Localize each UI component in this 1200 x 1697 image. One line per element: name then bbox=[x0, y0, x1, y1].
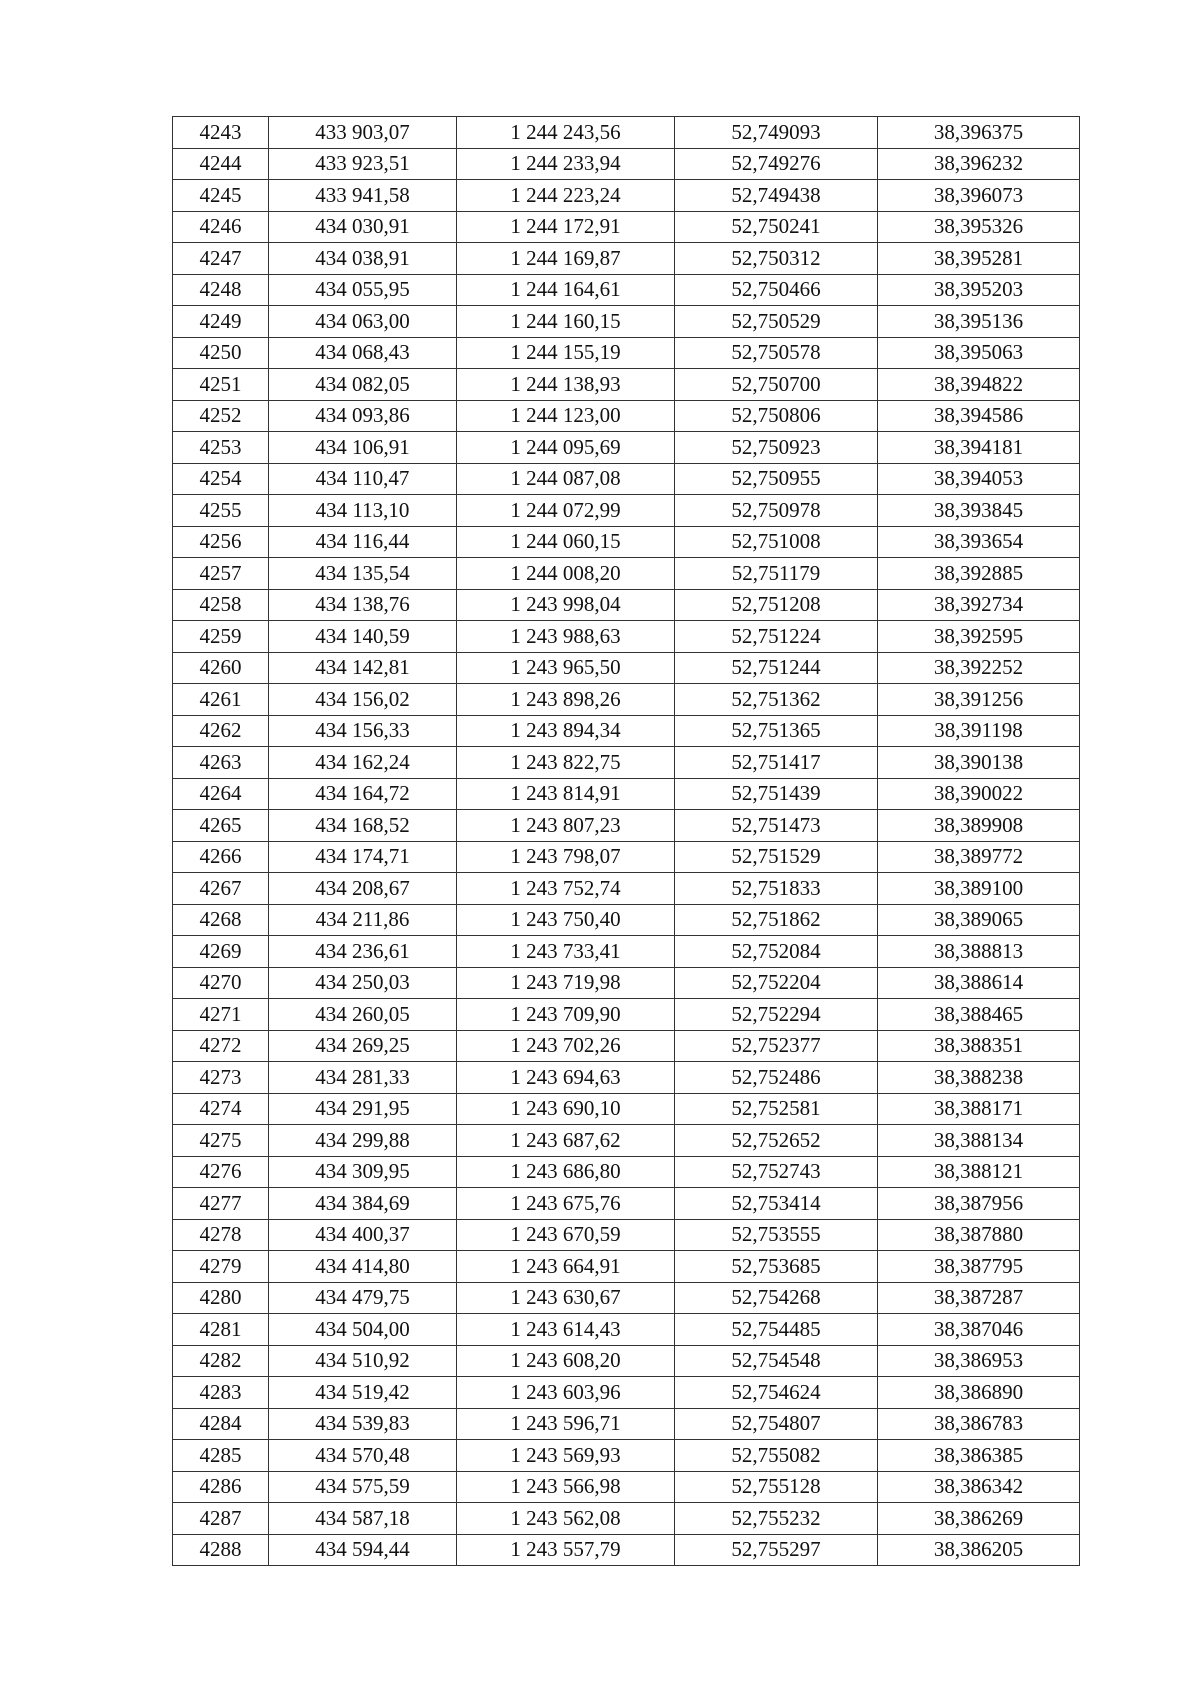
longitude-cell: 38,394586 bbox=[878, 400, 1080, 432]
latitude-cell: 52,751473 bbox=[675, 810, 878, 842]
y-coordinate-cell: 1 243 822,75 bbox=[457, 747, 675, 779]
x-coordinate-cell: 434 164,72 bbox=[269, 778, 457, 810]
table-row bbox=[173, 999, 1080, 1031]
point-number-cell: 4258 bbox=[173, 589, 269, 621]
x-coordinate-cell: 434 309,95 bbox=[269, 1156, 457, 1188]
latitude-cell: 52,750312 bbox=[675, 243, 878, 275]
table-row bbox=[173, 1440, 1080, 1472]
point-number-cell: 4251 bbox=[173, 369, 269, 401]
longitude-cell: 38,395326 bbox=[878, 211, 1080, 243]
x-coordinate-cell: 434 156,33 bbox=[269, 715, 457, 747]
latitude-cell: 52,753414 bbox=[675, 1188, 878, 1220]
point-number-cell: 4287 bbox=[173, 1503, 269, 1535]
point-number-cell: 4282 bbox=[173, 1345, 269, 1377]
latitude-cell: 52,753685 bbox=[675, 1251, 878, 1283]
latitude-cell: 52,751529 bbox=[675, 841, 878, 873]
y-coordinate-cell: 1 243 752,74 bbox=[457, 873, 675, 905]
table-row bbox=[173, 1030, 1080, 1062]
y-coordinate-cell: 1 244 072,99 bbox=[457, 495, 675, 527]
table-row bbox=[173, 1408, 1080, 1440]
point-number-cell: 4283 bbox=[173, 1377, 269, 1409]
y-coordinate-cell: 1 243 988,63 bbox=[457, 621, 675, 653]
table-row bbox=[173, 117, 1080, 149]
latitude-cell: 52,751417 bbox=[675, 747, 878, 779]
longitude-cell: 38,389100 bbox=[878, 873, 1080, 905]
x-coordinate-cell: 434 587,18 bbox=[269, 1503, 457, 1535]
table-row bbox=[173, 180, 1080, 212]
x-coordinate-cell: 434 510,92 bbox=[269, 1345, 457, 1377]
latitude-cell: 52,754485 bbox=[675, 1314, 878, 1346]
x-coordinate-cell: 434 082,05 bbox=[269, 369, 457, 401]
y-coordinate-cell: 1 244 243,56 bbox=[457, 117, 675, 149]
longitude-cell: 38,388351 bbox=[878, 1030, 1080, 1062]
point-number-cell: 4248 bbox=[173, 274, 269, 306]
table-row bbox=[173, 463, 1080, 495]
longitude-cell: 38,389908 bbox=[878, 810, 1080, 842]
y-coordinate-cell: 1 244 233,94 bbox=[457, 148, 675, 180]
longitude-cell: 38,393654 bbox=[878, 526, 1080, 558]
latitude-cell: 52,751439 bbox=[675, 778, 878, 810]
x-coordinate-cell: 434 063,00 bbox=[269, 306, 457, 338]
table-row bbox=[173, 1503, 1080, 1535]
table-row bbox=[173, 243, 1080, 275]
table-row bbox=[173, 558, 1080, 590]
longitude-cell: 38,396375 bbox=[878, 117, 1080, 149]
coordinates-table bbox=[172, 116, 1080, 1566]
latitude-cell: 52,751244 bbox=[675, 652, 878, 684]
y-coordinate-cell: 1 243 733,41 bbox=[457, 936, 675, 968]
latitude-cell: 52,752294 bbox=[675, 999, 878, 1031]
x-coordinate-cell: 434 093,86 bbox=[269, 400, 457, 432]
x-coordinate-cell: 434 414,80 bbox=[269, 1251, 457, 1283]
table-row bbox=[173, 1156, 1080, 1188]
y-coordinate-cell: 1 243 608,20 bbox=[457, 1345, 675, 1377]
latitude-cell: 52,754807 bbox=[675, 1408, 878, 1440]
table-row bbox=[173, 1282, 1080, 1314]
point-number-cell: 4275 bbox=[173, 1125, 269, 1157]
point-number-cell: 4261 bbox=[173, 684, 269, 716]
longitude-cell: 38,386385 bbox=[878, 1440, 1080, 1472]
longitude-cell: 38,395136 bbox=[878, 306, 1080, 338]
y-coordinate-cell: 1 243 557,79 bbox=[457, 1534, 675, 1566]
table-row bbox=[173, 306, 1080, 338]
table-row bbox=[173, 841, 1080, 873]
y-coordinate-cell: 1 243 670,59 bbox=[457, 1219, 675, 1251]
x-coordinate-cell: 434 519,42 bbox=[269, 1377, 457, 1409]
y-coordinate-cell: 1 244 169,87 bbox=[457, 243, 675, 275]
table-row bbox=[173, 652, 1080, 684]
latitude-cell: 52,752084 bbox=[675, 936, 878, 968]
x-coordinate-cell: 434 570,48 bbox=[269, 1440, 457, 1472]
x-coordinate-cell: 434 138,76 bbox=[269, 589, 457, 621]
y-coordinate-cell: 1 243 687,62 bbox=[457, 1125, 675, 1157]
table-row bbox=[173, 1125, 1080, 1157]
x-coordinate-cell: 434 106,91 bbox=[269, 432, 457, 464]
longitude-cell: 38,386269 bbox=[878, 1503, 1080, 1535]
y-coordinate-cell: 1 243 690,10 bbox=[457, 1093, 675, 1125]
y-coordinate-cell: 1 244 223,24 bbox=[457, 180, 675, 212]
y-coordinate-cell: 1 244 087,08 bbox=[457, 463, 675, 495]
point-number-cell: 4254 bbox=[173, 463, 269, 495]
x-coordinate-cell: 434 030,91 bbox=[269, 211, 457, 243]
table-row bbox=[173, 211, 1080, 243]
x-coordinate-cell: 434 260,05 bbox=[269, 999, 457, 1031]
y-coordinate-cell: 1 243 562,08 bbox=[457, 1503, 675, 1535]
table-row bbox=[173, 495, 1080, 527]
longitude-cell: 38,394181 bbox=[878, 432, 1080, 464]
x-coordinate-cell: 434 055,95 bbox=[269, 274, 457, 306]
latitude-cell: 52,750700 bbox=[675, 369, 878, 401]
latitude-cell: 52,750806 bbox=[675, 400, 878, 432]
x-coordinate-cell: 434 162,24 bbox=[269, 747, 457, 779]
table-row bbox=[173, 1471, 1080, 1503]
point-number-cell: 4277 bbox=[173, 1188, 269, 1220]
longitude-cell: 38,386953 bbox=[878, 1345, 1080, 1377]
y-coordinate-cell: 1 243 898,26 bbox=[457, 684, 675, 716]
y-coordinate-cell: 1 243 686,80 bbox=[457, 1156, 675, 1188]
x-coordinate-cell: 434 575,59 bbox=[269, 1471, 457, 1503]
longitude-cell: 38,392595 bbox=[878, 621, 1080, 653]
latitude-cell: 52,752652 bbox=[675, 1125, 878, 1157]
point-number-cell: 4279 bbox=[173, 1251, 269, 1283]
x-coordinate-cell: 434 299,88 bbox=[269, 1125, 457, 1157]
point-number-cell: 4286 bbox=[173, 1471, 269, 1503]
longitude-cell: 38,396232 bbox=[878, 148, 1080, 180]
x-coordinate-cell: 434 168,52 bbox=[269, 810, 457, 842]
x-coordinate-cell: 434 539,83 bbox=[269, 1408, 457, 1440]
longitude-cell: 38,390138 bbox=[878, 747, 1080, 779]
x-coordinate-cell: 434 281,33 bbox=[269, 1062, 457, 1094]
table-row bbox=[173, 904, 1080, 936]
latitude-cell: 52,749093 bbox=[675, 117, 878, 149]
x-coordinate-cell: 434 211,86 bbox=[269, 904, 457, 936]
x-coordinate-cell: 434 250,03 bbox=[269, 967, 457, 999]
point-number-cell: 4257 bbox=[173, 558, 269, 590]
table-row bbox=[173, 1188, 1080, 1220]
y-coordinate-cell: 1 244 155,19 bbox=[457, 337, 675, 369]
table-row bbox=[173, 778, 1080, 810]
latitude-cell: 52,755082 bbox=[675, 1440, 878, 1472]
y-coordinate-cell: 1 243 614,43 bbox=[457, 1314, 675, 1346]
longitude-cell: 38,388171 bbox=[878, 1093, 1080, 1125]
latitude-cell: 52,751862 bbox=[675, 904, 878, 936]
longitude-cell: 38,388813 bbox=[878, 936, 1080, 968]
longitude-cell: 38,386205 bbox=[878, 1534, 1080, 1566]
point-number-cell: 4281 bbox=[173, 1314, 269, 1346]
longitude-cell: 38,389772 bbox=[878, 841, 1080, 873]
y-coordinate-cell: 1 244 160,15 bbox=[457, 306, 675, 338]
point-number-cell: 4288 bbox=[173, 1534, 269, 1566]
table-row bbox=[173, 1377, 1080, 1409]
x-coordinate-cell: 434 110,47 bbox=[269, 463, 457, 495]
x-coordinate-cell: 434 269,25 bbox=[269, 1030, 457, 1062]
table-row bbox=[173, 369, 1080, 401]
point-number-cell: 4276 bbox=[173, 1156, 269, 1188]
y-coordinate-cell: 1 243 998,04 bbox=[457, 589, 675, 621]
y-coordinate-cell: 1 243 596,71 bbox=[457, 1408, 675, 1440]
point-number-cell: 4250 bbox=[173, 337, 269, 369]
x-coordinate-cell: 434 156,02 bbox=[269, 684, 457, 716]
longitude-cell: 38,387795 bbox=[878, 1251, 1080, 1283]
x-coordinate-cell: 434 038,91 bbox=[269, 243, 457, 275]
point-number-cell: 4284 bbox=[173, 1408, 269, 1440]
table-row bbox=[173, 747, 1080, 779]
y-coordinate-cell: 1 243 702,26 bbox=[457, 1030, 675, 1062]
point-number-cell: 4246 bbox=[173, 211, 269, 243]
longitude-cell: 38,395203 bbox=[878, 274, 1080, 306]
x-coordinate-cell: 434 384,69 bbox=[269, 1188, 457, 1220]
longitude-cell: 38,388121 bbox=[878, 1156, 1080, 1188]
point-number-cell: 4252 bbox=[173, 400, 269, 432]
coordinates-table-body bbox=[173, 117, 1080, 1566]
latitude-cell: 52,750955 bbox=[675, 463, 878, 495]
point-number-cell: 4256 bbox=[173, 526, 269, 558]
point-number-cell: 4249 bbox=[173, 306, 269, 338]
longitude-cell: 38,386890 bbox=[878, 1377, 1080, 1409]
latitude-cell: 52,752743 bbox=[675, 1156, 878, 1188]
longitude-cell: 38,395063 bbox=[878, 337, 1080, 369]
latitude-cell: 52,750578 bbox=[675, 337, 878, 369]
point-number-cell: 4259 bbox=[173, 621, 269, 653]
y-coordinate-cell: 1 243 566,98 bbox=[457, 1471, 675, 1503]
x-coordinate-cell: 434 236,61 bbox=[269, 936, 457, 968]
x-coordinate-cell: 433 923,51 bbox=[269, 148, 457, 180]
y-coordinate-cell: 1 243 694,63 bbox=[457, 1062, 675, 1094]
x-coordinate-cell: 434 135,54 bbox=[269, 558, 457, 590]
table-row bbox=[173, 526, 1080, 558]
point-number-cell: 4247 bbox=[173, 243, 269, 275]
table-row bbox=[173, 967, 1080, 999]
table-row bbox=[173, 684, 1080, 716]
table-row bbox=[173, 1534, 1080, 1566]
latitude-cell: 52,749438 bbox=[675, 180, 878, 212]
table-row bbox=[173, 936, 1080, 968]
longitude-cell: 38,388238 bbox=[878, 1062, 1080, 1094]
table-row bbox=[173, 1251, 1080, 1283]
longitude-cell: 38,386783 bbox=[878, 1408, 1080, 1440]
latitude-cell: 52,751008 bbox=[675, 526, 878, 558]
point-number-cell: 4273 bbox=[173, 1062, 269, 1094]
y-coordinate-cell: 1 243 719,98 bbox=[457, 967, 675, 999]
longitude-cell: 38,387287 bbox=[878, 1282, 1080, 1314]
point-number-cell: 4244 bbox=[173, 148, 269, 180]
latitude-cell: 52,751362 bbox=[675, 684, 878, 716]
latitude-cell: 52,749276 bbox=[675, 148, 878, 180]
point-number-cell: 4264 bbox=[173, 778, 269, 810]
point-number-cell: 4245 bbox=[173, 180, 269, 212]
longitude-cell: 38,394053 bbox=[878, 463, 1080, 495]
table-row bbox=[173, 1345, 1080, 1377]
point-number-cell: 4253 bbox=[173, 432, 269, 464]
y-coordinate-cell: 1 243 569,93 bbox=[457, 1440, 675, 1472]
table-row bbox=[173, 621, 1080, 653]
point-number-cell: 4262 bbox=[173, 715, 269, 747]
x-coordinate-cell: 434 068,43 bbox=[269, 337, 457, 369]
x-coordinate-cell: 433 941,58 bbox=[269, 180, 457, 212]
longitude-cell: 38,391256 bbox=[878, 684, 1080, 716]
table-row bbox=[173, 432, 1080, 464]
x-coordinate-cell: 434 140,59 bbox=[269, 621, 457, 653]
table-row bbox=[173, 715, 1080, 747]
point-number-cell: 4269 bbox=[173, 936, 269, 968]
y-coordinate-cell: 1 243 709,90 bbox=[457, 999, 675, 1031]
table-row bbox=[173, 589, 1080, 621]
longitude-cell: 38,393845 bbox=[878, 495, 1080, 527]
longitude-cell: 38,389065 bbox=[878, 904, 1080, 936]
latitude-cell: 52,755297 bbox=[675, 1534, 878, 1566]
point-number-cell: 4271 bbox=[173, 999, 269, 1031]
y-coordinate-cell: 1 243 675,76 bbox=[457, 1188, 675, 1220]
y-coordinate-cell: 1 243 965,50 bbox=[457, 652, 675, 684]
x-coordinate-cell: 434 594,44 bbox=[269, 1534, 457, 1566]
y-coordinate-cell: 1 244 060,15 bbox=[457, 526, 675, 558]
point-number-cell: 4260 bbox=[173, 652, 269, 684]
latitude-cell: 52,754268 bbox=[675, 1282, 878, 1314]
point-number-cell: 4268 bbox=[173, 904, 269, 936]
longitude-cell: 38,396073 bbox=[878, 180, 1080, 212]
table-row bbox=[173, 873, 1080, 905]
table-row bbox=[173, 274, 1080, 306]
latitude-cell: 52,750241 bbox=[675, 211, 878, 243]
table-row bbox=[173, 337, 1080, 369]
latitude-cell: 52,751224 bbox=[675, 621, 878, 653]
x-coordinate-cell: 434 113,10 bbox=[269, 495, 457, 527]
table-row bbox=[173, 400, 1080, 432]
latitude-cell: 52,750978 bbox=[675, 495, 878, 527]
table-row bbox=[173, 1314, 1080, 1346]
latitude-cell: 52,751208 bbox=[675, 589, 878, 621]
x-coordinate-cell: 434 116,44 bbox=[269, 526, 457, 558]
y-coordinate-cell: 1 244 008,20 bbox=[457, 558, 675, 590]
point-number-cell: 4285 bbox=[173, 1440, 269, 1472]
latitude-cell: 52,755128 bbox=[675, 1471, 878, 1503]
longitude-cell: 38,386342 bbox=[878, 1471, 1080, 1503]
x-coordinate-cell: 434 208,67 bbox=[269, 873, 457, 905]
y-coordinate-cell: 1 243 750,40 bbox=[457, 904, 675, 936]
point-number-cell: 4270 bbox=[173, 967, 269, 999]
y-coordinate-cell: 1 244 172,91 bbox=[457, 211, 675, 243]
y-coordinate-cell: 1 244 123,00 bbox=[457, 400, 675, 432]
latitude-cell: 52,751179 bbox=[675, 558, 878, 590]
point-number-cell: 4272 bbox=[173, 1030, 269, 1062]
point-number-cell: 4278 bbox=[173, 1219, 269, 1251]
latitude-cell: 52,753555 bbox=[675, 1219, 878, 1251]
latitude-cell: 52,750529 bbox=[675, 306, 878, 338]
longitude-cell: 38,395281 bbox=[878, 243, 1080, 275]
x-coordinate-cell: 434 400,37 bbox=[269, 1219, 457, 1251]
point-number-cell: 4243 bbox=[173, 117, 269, 149]
table-row bbox=[173, 1093, 1080, 1125]
y-coordinate-cell: 1 243 894,34 bbox=[457, 715, 675, 747]
latitude-cell: 52,751365 bbox=[675, 715, 878, 747]
longitude-cell: 38,392252 bbox=[878, 652, 1080, 684]
longitude-cell: 38,392734 bbox=[878, 589, 1080, 621]
latitude-cell: 52,754548 bbox=[675, 1345, 878, 1377]
table-row bbox=[173, 148, 1080, 180]
longitude-cell: 38,391198 bbox=[878, 715, 1080, 747]
x-coordinate-cell: 434 479,75 bbox=[269, 1282, 457, 1314]
latitude-cell: 52,751833 bbox=[675, 873, 878, 905]
y-coordinate-cell: 1 243 630,67 bbox=[457, 1282, 675, 1314]
longitude-cell: 38,388465 bbox=[878, 999, 1080, 1031]
x-coordinate-cell: 434 142,81 bbox=[269, 652, 457, 684]
point-number-cell: 4263 bbox=[173, 747, 269, 779]
longitude-cell: 38,387956 bbox=[878, 1188, 1080, 1220]
latitude-cell: 52,755232 bbox=[675, 1503, 878, 1535]
point-number-cell: 4280 bbox=[173, 1282, 269, 1314]
table-row bbox=[173, 1219, 1080, 1251]
longitude-cell: 38,388614 bbox=[878, 967, 1080, 999]
y-coordinate-cell: 1 244 095,69 bbox=[457, 432, 675, 464]
longitude-cell: 38,388134 bbox=[878, 1125, 1080, 1157]
table-row bbox=[173, 1062, 1080, 1094]
y-coordinate-cell: 1 243 798,07 bbox=[457, 841, 675, 873]
latitude-cell: 52,750923 bbox=[675, 432, 878, 464]
point-number-cell: 4265 bbox=[173, 810, 269, 842]
point-number-cell: 4267 bbox=[173, 873, 269, 905]
y-coordinate-cell: 1 243 807,23 bbox=[457, 810, 675, 842]
y-coordinate-cell: 1 244 164,61 bbox=[457, 274, 675, 306]
latitude-cell: 52,754624 bbox=[675, 1377, 878, 1409]
longitude-cell: 38,387880 bbox=[878, 1219, 1080, 1251]
longitude-cell: 38,394822 bbox=[878, 369, 1080, 401]
x-coordinate-cell: 433 903,07 bbox=[269, 117, 457, 149]
latitude-cell: 52,752486 bbox=[675, 1062, 878, 1094]
point-number-cell: 4255 bbox=[173, 495, 269, 527]
y-coordinate-cell: 1 243 814,91 bbox=[457, 778, 675, 810]
table-row bbox=[173, 810, 1080, 842]
x-coordinate-cell: 434 174,71 bbox=[269, 841, 457, 873]
latitude-cell: 52,750466 bbox=[675, 274, 878, 306]
latitude-cell: 52,752377 bbox=[675, 1030, 878, 1062]
x-coordinate-cell: 434 504,00 bbox=[269, 1314, 457, 1346]
longitude-cell: 38,390022 bbox=[878, 778, 1080, 810]
point-number-cell: 4274 bbox=[173, 1093, 269, 1125]
latitude-cell: 52,752204 bbox=[675, 967, 878, 999]
y-coordinate-cell: 1 243 603,96 bbox=[457, 1377, 675, 1409]
y-coordinate-cell: 1 244 138,93 bbox=[457, 369, 675, 401]
y-coordinate-cell: 1 243 664,91 bbox=[457, 1251, 675, 1283]
x-coordinate-cell: 434 291,95 bbox=[269, 1093, 457, 1125]
latitude-cell: 52,752581 bbox=[675, 1093, 878, 1125]
longitude-cell: 38,392885 bbox=[878, 558, 1080, 590]
longitude-cell: 38,387046 bbox=[878, 1314, 1080, 1346]
point-number-cell: 4266 bbox=[173, 841, 269, 873]
